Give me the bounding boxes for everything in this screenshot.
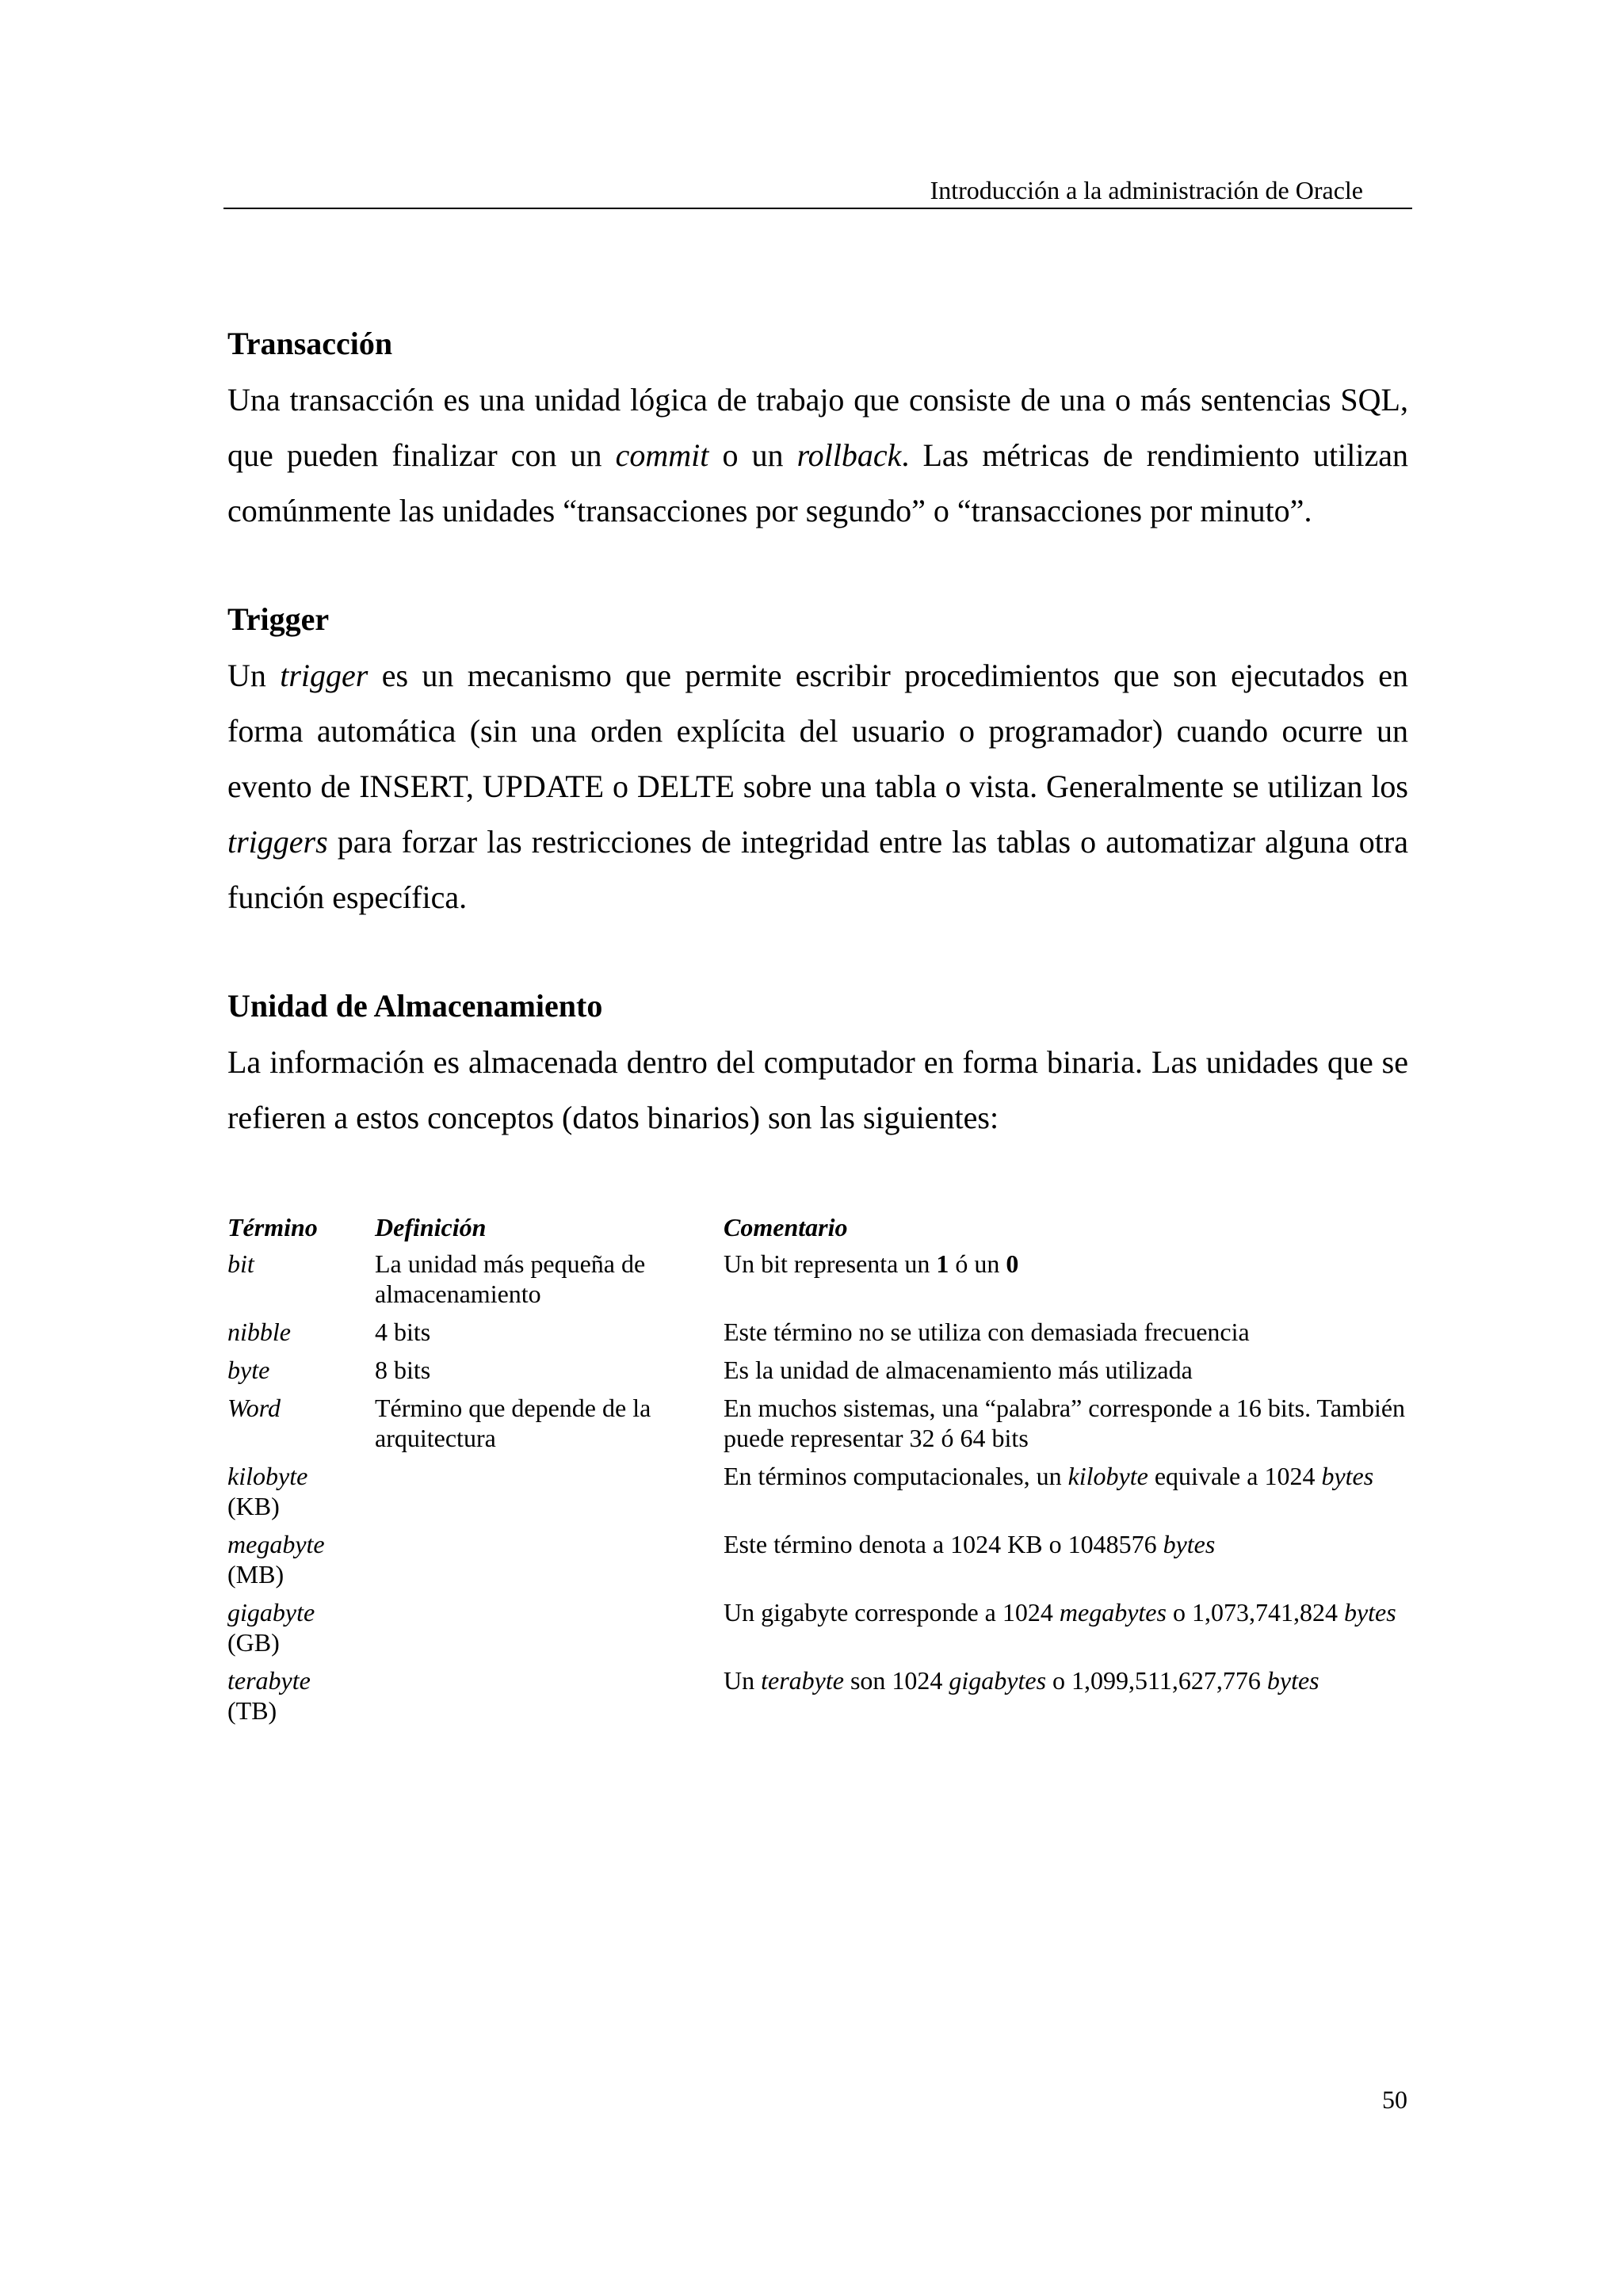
table-row bbox=[227, 1249, 1437, 1317]
cell-definition bbox=[375, 1597, 724, 1665]
cell-definition bbox=[375, 1665, 724, 1733]
table-row bbox=[227, 1393, 1437, 1461]
cell-term bbox=[227, 1597, 375, 1665]
cell-definition: Término que depende de la arquitectura bbox=[375, 1394, 651, 1452]
italic-term-triggers: triggers bbox=[227, 824, 328, 860]
cell-term: byte bbox=[227, 1356, 270, 1384]
italic-term-trigger: trigger bbox=[280, 658, 369, 693]
text-run: es un mecanismo que permite escribir procedimientos que son ejecutados en forma automática (sin una orden explícita del usuario o programador) cuando ocurre un evento de INSERT, UPDATE o DELTE sobre una tabla o vista. Generalmente se utilizan los bbox=[227, 658, 1408, 804]
table-row bbox=[227, 1461, 1437, 1529]
text-run: para forzar las restricciones de integridad entre las tablas o automatizar alguna otra función específica. bbox=[227, 824, 1408, 915]
text-run: Un bbox=[724, 1666, 762, 1695]
italic-word: bytes bbox=[1321, 1462, 1374, 1490]
cell-definition bbox=[375, 1529, 724, 1597]
section-transaccion bbox=[227, 322, 1408, 539]
term-abbreviation: (KB) bbox=[227, 1492, 280, 1520]
italic-term-commit: commit bbox=[615, 437, 709, 473]
text-run: Una transacción es una unidad lógica de trabajo que consiste de una o más sentencias SQL, que pueden finalizar con un bbox=[227, 382, 1408, 473]
term-name: megabyte bbox=[227, 1530, 325, 1558]
text-run: son 1024 bbox=[843, 1666, 949, 1695]
section-trigger bbox=[227, 597, 1408, 925]
table-row bbox=[227, 1665, 1437, 1733]
cell-comment bbox=[724, 1529, 1437, 1597]
italic-word: bytes bbox=[1163, 1530, 1216, 1558]
text-run: o 1,073,741,824 bbox=[1166, 1598, 1344, 1627]
header-term: Término bbox=[227, 1213, 318, 1241]
text-run: ó un bbox=[949, 1249, 1006, 1278]
term-name: gigabyte bbox=[227, 1598, 315, 1627]
header-rule bbox=[223, 208, 1412, 209]
cell-definition: 4 bits bbox=[375, 1318, 431, 1346]
cell-definition: La unidad más pequeña de almacenamiento bbox=[375, 1249, 646, 1308]
text-run: Un gigabyte corresponde a 1024 bbox=[724, 1598, 1060, 1627]
storage-units-table bbox=[227, 1212, 1437, 1733]
cell-term bbox=[227, 1529, 375, 1597]
section-title-unidad: Unidad de Almacenamiento bbox=[227, 988, 603, 1024]
cell-term bbox=[227, 1461, 375, 1529]
table-row bbox=[227, 1597, 1437, 1665]
table-row bbox=[227, 1355, 1437, 1393]
italic-word: megabytes bbox=[1059, 1598, 1167, 1627]
cell-comment bbox=[724, 1597, 1437, 1665]
page-number: 50 bbox=[1382, 2085, 1407, 2114]
table-row bbox=[227, 1529, 1437, 1597]
text-run: . Las métricas de rendimiento utilizan comúnmente las unidades “transacciones por segundo” o “transacciones por minuto”. bbox=[227, 437, 1409, 528]
term-abbreviation: (MB) bbox=[227, 1560, 285, 1589]
section-title-transaccion: Transacción bbox=[227, 326, 393, 361]
bold-digit-one: 1 bbox=[936, 1249, 949, 1278]
italic-word: kilobyte bbox=[1067, 1462, 1148, 1490]
cell-comment bbox=[724, 1665, 1437, 1733]
term-name: kilobyte bbox=[227, 1462, 308, 1490]
table-row bbox=[227, 1317, 1437, 1355]
text-run: o 1,099,511,627,776 bbox=[1046, 1666, 1267, 1695]
term-abbreviation: (GB) bbox=[227, 1628, 280, 1657]
cell-comment bbox=[724, 1461, 1437, 1529]
cell-definition: 8 bits bbox=[375, 1356, 431, 1384]
paragraph-trigger bbox=[227, 648, 1408, 925]
paragraph-transaccion bbox=[227, 372, 1408, 539]
text-run: En términos computacionales, un bbox=[724, 1462, 1068, 1490]
italic-word: terabyte bbox=[761, 1666, 844, 1695]
italic-term-rollback: rollback bbox=[796, 437, 902, 473]
table-header-row bbox=[227, 1212, 1437, 1249]
cell-comment: Es la unidad de almacenamiento más utilizada bbox=[724, 1356, 1193, 1384]
cell-term: bit bbox=[227, 1249, 254, 1278]
paragraph-unidad: La información es almacenada dentro del computador en forma binaria. Las unidades que se refieren a estos conceptos (datos binarios) son las siguientes: bbox=[227, 1044, 1408, 1135]
running-header: Introducción a la administración de Oracle bbox=[930, 176, 1363, 204]
cell-comment: En muchos sistemas, una “palabra” corresponde a 16 bits. También puede representar 32 ó 64 bits bbox=[724, 1394, 1406, 1452]
italic-word: gigabytes bbox=[949, 1666, 1047, 1695]
text-run: Un bbox=[227, 658, 281, 693]
text-run: o un bbox=[708, 437, 797, 473]
cell-term bbox=[227, 1665, 375, 1733]
header-comment: Comentario bbox=[724, 1213, 848, 1241]
section-title-trigger: Trigger bbox=[227, 601, 330, 637]
term-abbreviation: (TB) bbox=[227, 1696, 277, 1725]
term-name: terabyte bbox=[227, 1666, 311, 1695]
cell-comment bbox=[724, 1249, 1437, 1317]
cell-comment: Este término no se utiliza con demasiada frecuencia bbox=[724, 1318, 1250, 1346]
cell-definition bbox=[375, 1461, 724, 1529]
text-run: equivale a 1024 bbox=[1148, 1462, 1322, 1490]
cell-term: Word bbox=[227, 1394, 281, 1422]
bold-digit-zero: 0 bbox=[1006, 1249, 1019, 1278]
italic-word: bytes bbox=[1266, 1666, 1319, 1695]
header-definition: Definición bbox=[375, 1213, 487, 1241]
italic-word: bytes bbox=[1343, 1598, 1396, 1627]
cell-term: nibble bbox=[227, 1318, 291, 1346]
section-unidad-almacenamiento bbox=[227, 984, 1408, 1146]
text-run: Un bit representa un bbox=[724, 1249, 937, 1278]
text-run: Este término denota a 1024 KB o 1048576 bbox=[724, 1530, 1163, 1558]
